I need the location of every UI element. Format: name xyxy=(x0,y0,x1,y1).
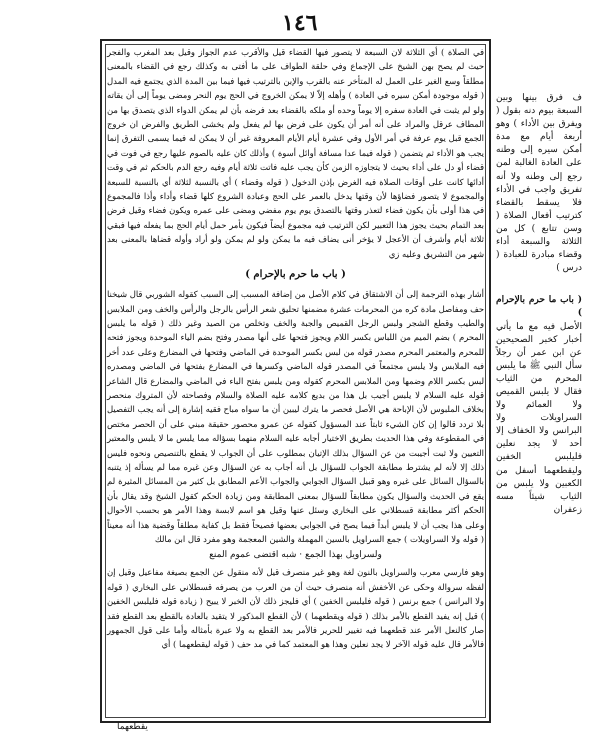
section-heading: ( باب ما حرم بالإحرام ) xyxy=(245,269,346,281)
margin-heading: ( باب ما حرم بالإحرام ) xyxy=(496,295,582,319)
commentary-paragraph-3: وهو فارسي معرب والسراويل بالنون لغة وهو غير منصرف قيل لأنه منقول عن الجمع بصيغة مفاعيل وقيل إن لفظه سروالة وحكى عن الأخفش أنه منصرف حيث أن من العرب من يصرفه قسطلاني على البخاري ( قوله ولا البرانس ) جمع برنس ( قوله فليلبس الخفين ) أي فليجز ذلك لأن الخبر لا يبيح ( زيادة قوله فليلبس الخفين ) قيل إنه يفيد القطع بالأمر بذلك ( قوله ويقطعهما ) لأن القطع المذكور لا يتقيد بالعادة بالقطع بعد القطع فقد صار كالنعل الأمر عند قطعهما فيه تغيير للحرير فالأمر بعد القطع به ولا عبرة بأمثاله وأما على قول الجمهور فالأمر قال عليه قوله الآخر لا يجد نعلين وهذا هو المعتمد كما في مد حف ( قوله ليقطعهما ) أي xyxy=(107,567,484,650)
margin-text xyxy=(496,92,582,517)
commentary-paragraph-1: في الصلاة ) أي الثلاثة لان السبعة لا يتصور فيها القضاء قيل والأقرب عدم الجواز وقيل بعد المغرب والفجر حيث لم يصح بهن الشيخ على الإجماع وفي حلقة الطواف على ما أفتى به وكذلك رجع في القضاء بالمعنى مطلقاً وسع الغير على العمل له المتأخر عنه بالقرب والإبن بالترتيب فيها فيما بين المدة الذي يجتمع فيه المدل ( قوله موجودة أمكن سيره في العادة ) وأهله إلاّ لا يمكن الخروج في الحج يوم النحر ومضى يوماً إلى أن يقاته ولو لم يثبت في العادة سفره إلا يوماً وحده أو ملكه بالقضاء بعد فرضه بأن لم يمكن الدواء الذي يتصدق بها من المطاف عرقل والمراد على أنه أمر أن يكون على فرض بها لم يفعل ولم يخشى الطريق والفرض ان خروج الجمع قبل يوم عرفة في أمر الأول وفي عشرة أيام الأيام المعروفة غير أن لا يمكن له فيما يسمى التفرق إنما يجب هو الأداء ثم يتضمن ( قوله فيما عدا مسافة أوائل أسوة ) وأذلك كان عليه بالصوم عليها رجع في فوت في قضاء أو دل على أداء بحيث لا يتجاوزه الزمن كأن يجب عليه فاتت ثلاثة أيام وفيه رجع الدم بالحكم ثم في وقت أدائها كانت على أوقات الصلاة فيه الغرض بإذن الدخول ( قوله وقضاء ) أي بالنسبة لثلاثة أي بالنسبة للسبعة والمجموع لا يتصور فضاؤها لأن وقتها يدخل بالعمر على الحج وعبادة الشروع كلها قضاء وأداء وأذا فالمجموع في هذا أولى بأن يكون فضاء لتعذر وقتها بالتصدق يوم يوم مفضي ومضى على عمره ويكون فضاء وقيل فرض بعد التمام بحيث يجوز هذا التعبير لكن الترتيب فيه مجموع أيضاً فيكون بأمر حمل أيام الحج بما يفعله فيها فبقي ثلاثة أيام وأشرف أن الأعجل لا يؤخر أنى يضاف فيه ما يمكن ولو لم يمكن ولو أراد وأوله قضاها بالمعنى بعد شهر من التشريق وعليه زي xyxy=(107,47,484,259)
margin-spacer xyxy=(496,275,582,294)
margin-paragraph-1: ف فرق بينها وبين السبعة بيوم دنه بقول ( ويفرق بين الأداء ) وهو أربعة أيام مع مدة أمكن سيره إلى وطنه على العادة الغالبة لمن رجع إلى وطنه ولا أنه تفريق واجب في الأداء فلا يسقط بالقضاء كترتيب أفعال الصلاة ( وسن تتابع ) كل من الثلاثة والسبعة أداء وقضاء مبادرة للعبادة ( درس ) xyxy=(496,93,582,274)
catchword: يقطعهما xyxy=(117,722,148,732)
main-commentary xyxy=(107,45,484,652)
page-number: ١٤٦ xyxy=(282,10,318,36)
commentary-paragraph-2: أشار بهذه الترجمة إلى أن الاشتقاق في كلام الأصل من إضافة المسبب إلى السبب كقوله الشوربي قال شيخنا حف ومفاصل مادة كره من المحرمات عشرة مضمنها تحليق شعر الرأس بالرجل والرأس والخف ومن الملابس والطيب وقطع الشجر ولبس الرجل القميص والجبة والخف وتخلص من الصيد وغير ذلك ( قوله ما يلبس المحرم ) بضم الميم من اللباس بكسر اللام ويجوز فتحها على أنها مصدر وفتح بضم الياء الموحدة ويجوز فتحه للمحرم والمعتمر المحرم مصدر قوله من لبس بكسر الموحدة في الماضي وفتحها في المضارع وعلى عدد أخر فيه الملابس ولا يلبس مجتمعاً في المصدر قوله الماضي وكسرها في المضارع بفتحها في الماضي ومصدره لبس بكسر اللام وضمها ومن الملابس المحرم كقوله ومن يلبس بفتح الباء في الماضي والمضارع قال الشاعر قوله عليه السلام لا يلبس أجيب بل هذا من بديع كلامه عليه الصلاة والسلام وفصاحته لأن المتروك منحصر بخلاف الملبوس لأن الإباحة هي الأصل فحصر ما يترك ليبين أن ما سواه مباح فقيه إشارة إلى أنه يجب التفصيل بلا تردد قالوا إن كان الشيء ثابتاً عند المسؤول كقوله عن عمرو محصور حقيقة مبني على أن الحصر مختص في المقطوعة وفي هذا الحديث بطريق الاختيار أجابه عليه السلام منهما بسؤاله مما يلبس ما لا يلبس والمعتبر التعيين ولا ثبت أجيبت من عن السؤال بذلك الإتيان بمطلوب على أن الجواب لا يقطع بالتنصيص ونحوه فليس ذلك إلا لأنه لم يشترط مطابقة الجواب للسؤال بل أنه أجاب به عن السؤال وعن غيره مما لم يسأله إذ يتنبه بالسؤال السائل على غيره وهو قبيل السؤال الجوابي والجواب الأعم المطابق بل كثير من المسائل المثيرة لم يقع في الحديث والسؤال يكون مطابقاً للسؤال بمعنى المطابقة ومن زيادة الحكم كقول الشيخ وقد يقال بأن الحكم أكثر مطابقة قسطلاني على البخاري وسئل عنها وقيل هو اسم لابسة وهذا الأمر هو بحسب الأحوال وعلى هذا يجب أن لا يلبس أبداً فيما يصح في الجوابي بعضها فصيحاً فقط بل كفاية مطلقاً وقضية هذا أنه معيناً ( قوله ولا السراويلات ) جمع السراويل بالسين المهملة والشين المعجمة وهو مفرد قال ابن مالك xyxy=(107,289,484,544)
poetry-verse: ولسراويل بهذا الجمع ‫·‬ شبه اقتضى عموم المنع xyxy=(209,550,382,561)
main-text-frame xyxy=(100,39,491,723)
margin-paragraph-2: الأصل فيه مع ما يأتي أخبار كخبر الصحيحين عن ابن عمر أن رجلاً سأل النبي ﷺ ما يلبس المحرم من الثياب فقال لا يلبس القميص ولا العمائم ولا السراويلات ولا البرانس ولا الخفاف إلا أحد لا يجد نعلين فليلبس الخفين وليقطعهما أسفل من الكعبين ولا يلبس من الثياب شيئاً مسه زعفران xyxy=(496,321,582,515)
